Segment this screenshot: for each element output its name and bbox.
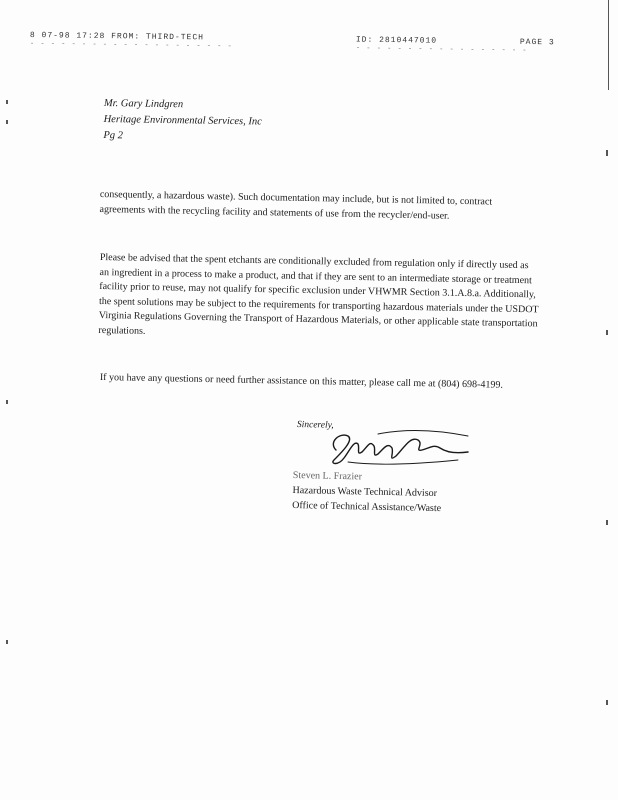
- scan-edge-mark: [6, 400, 8, 404]
- fax-header-line: [29, 31, 590, 48]
- scan-edge-mark: [606, 700, 608, 705]
- signer-title: Hazardous Waste Technical Advisor: [292, 484, 438, 500]
- addressee-company: Heritage Environmental Services, Inc: [103, 113, 262, 128]
- closing-salutation: Sincerely,: [296, 420, 334, 431]
- addressee-block: [103, 96, 262, 146]
- body-paragraph-1: consequently, a hazardous waste). Such documentation may include, but is not limited to, contract agreements with the recycling facility and statements of use from the recycler/end-user.: [99, 188, 493, 222]
- addressee-name: Mr. Gary Lindgren: [103, 97, 184, 111]
- page-indicator: Pg 2: [103, 129, 124, 142]
- scan-edge-mark: [608, 0, 609, 90]
- signer-name: Steven L. Frazier: [292, 469, 363, 483]
- scan-edge-mark: [606, 330, 608, 335]
- scan-edge-mark: [606, 150, 608, 156]
- scan-edge-mark: [6, 100, 8, 104]
- signer-block: [292, 468, 442, 516]
- fax-header-secondary-right: - - - - - - - - - - - - - - - - -: [355, 44, 528, 55]
- fax-header-secondary-left: - - - - - - - - - - - - - - - - - - - -: [29, 40, 233, 51]
- fax-header-id: ID: 2810447010: [355, 35, 438, 46]
- scan-edge-mark: [606, 520, 608, 525]
- scan-edge-mark: [6, 120, 8, 124]
- fax-header-sender: 8 07-98 17:28 FROM: THIRD-TECH: [29, 31, 205, 43]
- scan-edge-mark: [6, 640, 8, 644]
- fax-header-page: PAGE 3: [519, 37, 555, 48]
- body-paragraph-3: If you have any questions or need further assistance on this matter, please call me at (804) 698-4199.: [99, 371, 504, 391]
- handwritten-signature: [318, 422, 478, 472]
- body-paragraph-2: Please be advised that the spent etchants are conditionally excluded from regulation only if directly used as an ingredient in a process to make a product, and that if they are sent to an intermediate storage or treatment facility prior to reuse, may not qualify for specific exclusion under VHWMR Section 3.1.A.8.a. Additionally, the spent solutions may be subject to the requirements for transporting hazardous materials under the USDOT Virginia Regulations Governing the Transport of Hazardous Materials, or other applicable state transportation regulations.: [98, 251, 539, 337]
- signer-office: Office of Technical Assistance/Waste: [292, 499, 442, 515]
